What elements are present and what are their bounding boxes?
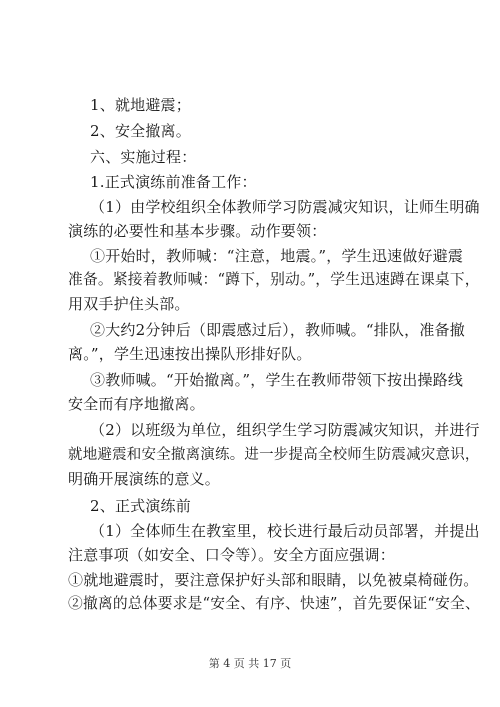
text-line: （1）全体师生在教室里，校长进行最后动员部署，并提出 bbox=[90, 522, 480, 540]
text-line: ③教师喊。“开始撤离。”，学生在教师带领下按出操路线 bbox=[90, 371, 464, 389]
text-line: 2、安全撤离。 bbox=[90, 122, 191, 140]
text-line: ②撤离的总体要求是“安全、有序、快速”，首先要保证“安全、 bbox=[68, 595, 480, 612]
text-line: 2、正式演练前 bbox=[90, 497, 191, 515]
text-line: 六、实施过程： bbox=[90, 148, 197, 166]
text-line: 就地避震和安全撤离演练。进一步提高全校师生防震减灾意识， bbox=[68, 447, 480, 463]
text-line: 演练的必要性和基本步骤。动作要领： bbox=[68, 222, 327, 240]
text-line: 用双手护住头部。 bbox=[68, 295, 190, 313]
text-line: 1、就地避震； bbox=[90, 96, 191, 114]
text-line: 明确开展演练的意义。 bbox=[68, 470, 221, 488]
text-line: 1.正式演练前准备工作： bbox=[90, 173, 257, 191]
text-line: ①开始时，教师喊：“注意，地震。”，学生迅速做好避震 bbox=[90, 247, 464, 265]
text-line: ①就地避震时，要注意保护好头部和眼睛，以免被桌椅碰伤。 bbox=[68, 571, 479, 589]
text-line: 准备。紧接着教师喊：“蹲下，别动。”，学生迅速蹲在课桌下， bbox=[68, 271, 480, 288]
text-line: （1）由学校组织全体教师学习防震减灾知识，让师生明确 bbox=[90, 198, 480, 216]
text-line: 安全而有序地撤离。 bbox=[68, 395, 205, 413]
page-footer: 第 4 页 共 17 页 bbox=[208, 657, 292, 670]
text-line: ②大约2分钟后（即震感过后），教师喊。“排队，准备撤 bbox=[90, 321, 465, 339]
text-line: （2）以班级为单位，组织学生学习防震减灾知识，并进行 bbox=[90, 421, 480, 439]
text-line: 离。”，学生迅速按出操队形排好队。 bbox=[68, 345, 312, 363]
text-line: 注意事项（如安全、口令等）。安全方面应强调： bbox=[68, 546, 395, 564]
